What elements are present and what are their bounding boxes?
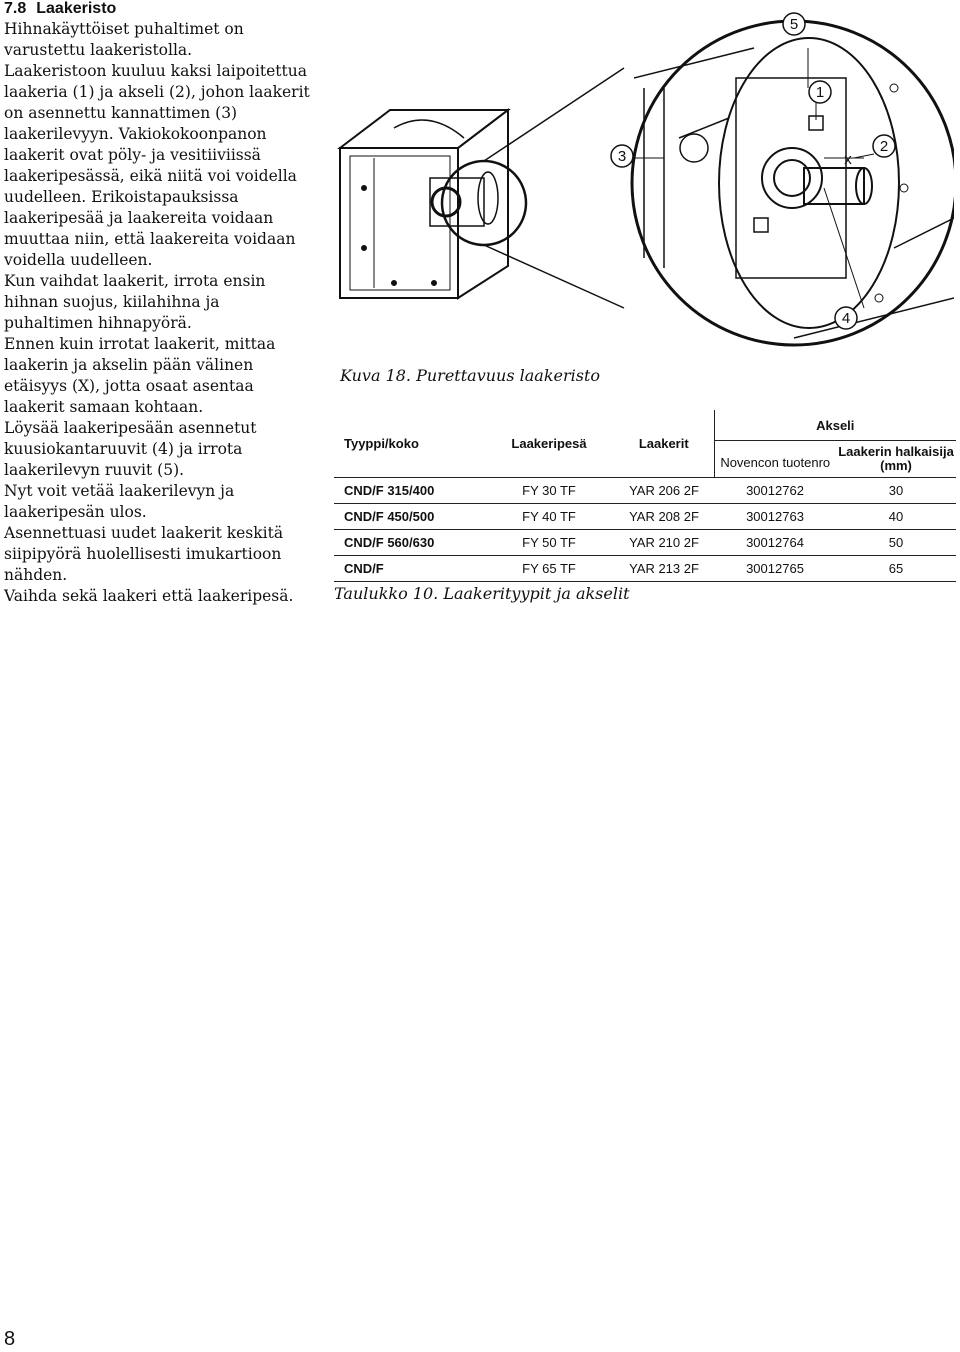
- cell-type: CND/F 315/400: [334, 478, 484, 504]
- section-number: 7.8: [4, 0, 27, 17]
- svg-text:3: 3: [617, 148, 627, 165]
- cell-type: CND/F 450/500: [334, 504, 484, 530]
- paragraph: Nyt voit vetää laakerilevyn ja laakeripesän ulos.: [4, 482, 235, 521]
- paragraph: Vaihda sekä laakeri että laakeripesä.: [4, 587, 294, 605]
- cell-diameter: 65: [836, 556, 956, 582]
- fan-housing-drawing: [340, 68, 627, 308]
- cell-bearing: YAR 208 2F: [614, 504, 714, 530]
- table-row: [334, 556, 956, 582]
- header-novencon: Novencon tuotenro: [714, 441, 836, 478]
- svg-text:5: 5: [789, 16, 799, 33]
- bearing-detail-drawing: [632, 21, 954, 345]
- cell-product: 30012762: [714, 478, 836, 504]
- header-bearings: Laakerit: [638, 436, 689, 451]
- cell-product: 30012765: [714, 556, 836, 582]
- table-row: [334, 504, 956, 530]
- callout-1: [809, 81, 831, 103]
- cell-bearing: YAR 206 2F: [614, 478, 714, 504]
- paragraph: Kun vaihdat laakerit, irrota ensin hihnan suojus, kiilahihna ja puhaltimen hihnapyörä.: [4, 272, 266, 332]
- cell-type: CND/F: [334, 556, 484, 582]
- bearing-assembly-figure: [334, 8, 954, 348]
- svg-text:2: 2: [879, 138, 889, 155]
- header-diameter: Laakerin halkaisija (mm): [838, 444, 954, 473]
- paragraph: Löysää laakeripesään asennetut kuusiokantaruuvit (4) ja irrota laakerilevyn ruuvit (5).: [4, 419, 257, 479]
- paragraph: Ennen kuin irrotat laakerit, mittaa laakerin ja akselin pään välinen etäisyys (X), jotta osaat asentaa laakerit samaan kohtaan.: [4, 335, 276, 416]
- cell-diameter: 30: [836, 478, 956, 504]
- callout-2: [873, 135, 895, 157]
- distance-x-label: x: [844, 151, 852, 168]
- header-shaft: Akseli: [714, 410, 956, 441]
- callout-4: [835, 307, 857, 329]
- paragraph: Hihnakäyttöiset puhaltimet on varustettu laakeristolla.: [4, 20, 244, 59]
- cell-diameter: 50: [836, 530, 956, 556]
- callout-3: [611, 145, 633, 167]
- table-row: [334, 478, 956, 504]
- table-caption: Taulukko 10. Laakerityypit ja akselit: [334, 584, 630, 603]
- section-heading: [4, 0, 116, 18]
- paragraph: Laakeristoon kuuluu kaksi laipoitettua laakeria (1) ja akseli (2), johon laakerit on asennettu kannattimen (3) laakerilevyyn. Vakiokokoonpanon laakerit ovat pöly- ja vesitiiviissä laakeripesässä, eikä niitä voi voidella uudelleen. Erikoistapauksissa laakeripesää ja laakereita voidaan muuttaa niin, että laakereita voidaan voidella uudelleen.: [4, 62, 310, 269]
- svg-text:4: 4: [841, 310, 851, 327]
- cell-housing: FY 50 TF: [484, 530, 614, 556]
- cell-product: 30012763: [714, 504, 836, 530]
- body-text: [4, 19, 310, 607]
- table-row: [334, 530, 956, 556]
- svg-text:1: 1: [815, 84, 825, 101]
- cell-housing: FY 30 TF: [484, 478, 614, 504]
- figure-caption: Kuva 18. Purettavuus laakeristo: [340, 366, 601, 385]
- paragraph: Asennettuasi uudet laakerit keskitä siipipyörä huolellisesti imukartioon nähden.: [4, 524, 284, 584]
- cell-bearing: YAR 213 2F: [614, 556, 714, 582]
- bearing-table: [334, 410, 956, 582]
- cell-product: 30012764: [714, 530, 836, 556]
- header-type: Tyyppi/koko: [344, 436, 419, 451]
- section-title: Laakeristo: [36, 0, 117, 17]
- cell-type: CND/F 560/630: [334, 530, 484, 556]
- cell-housing: FY 40 TF: [484, 504, 614, 530]
- page-number: 8: [4, 1328, 16, 1350]
- header-housing: Laakeripesä: [511, 436, 587, 451]
- cell-bearing: YAR 210 2F: [614, 530, 714, 556]
- cell-diameter: 40: [836, 504, 956, 530]
- cell-housing: FY 65 TF: [484, 556, 614, 582]
- callout-5: [783, 13, 805, 35]
